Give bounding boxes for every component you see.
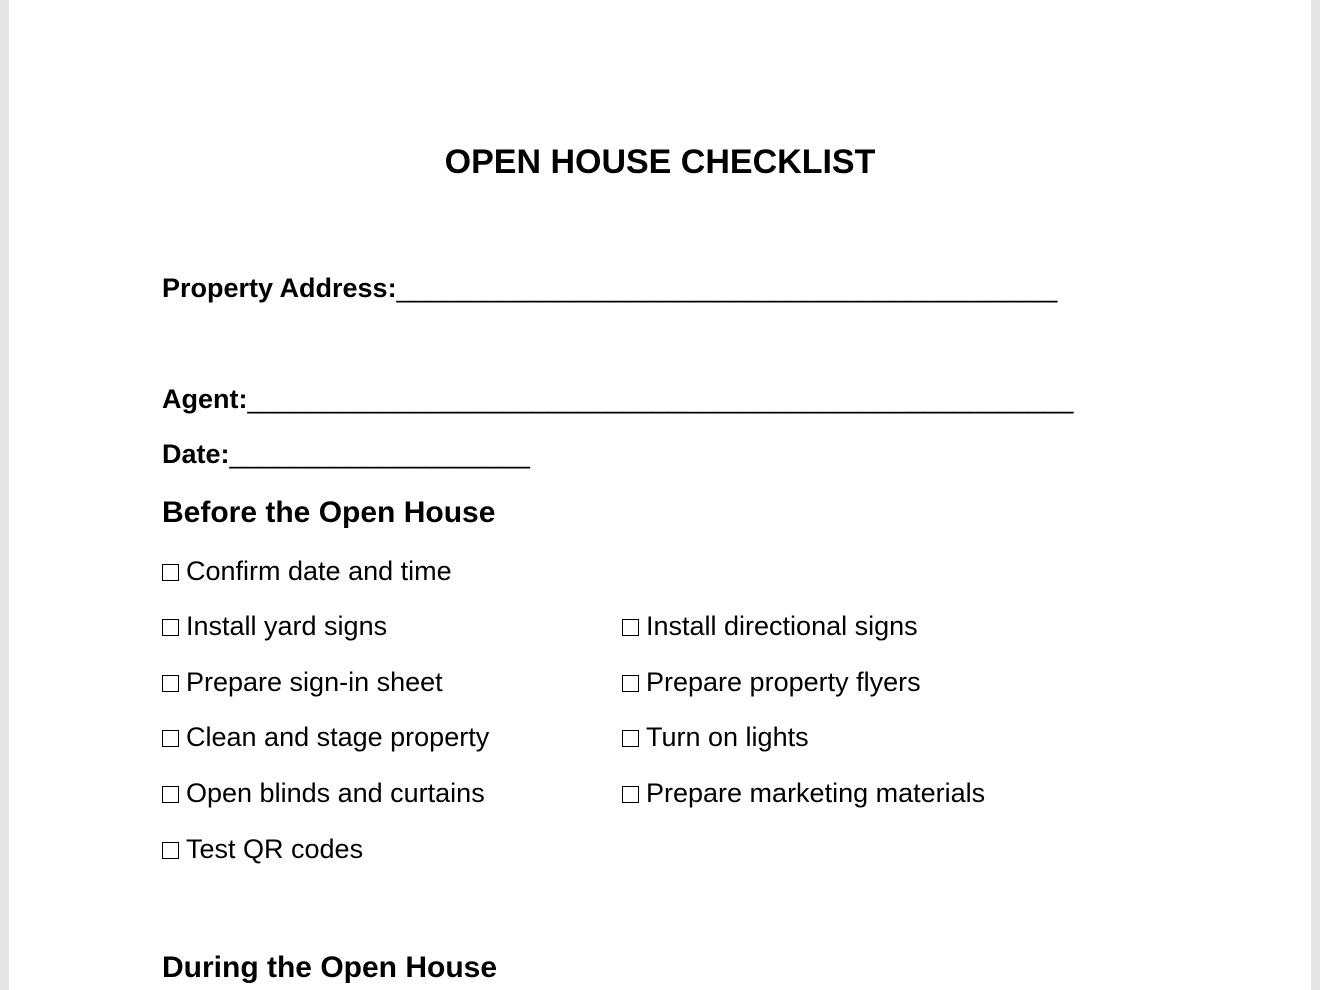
checkbox-icon[interactable] [162, 730, 179, 747]
checklist-item[interactable] [622, 719, 809, 755]
checkbox-icon[interactable] [162, 675, 179, 692]
checklist-item-label: Prepare property flyers [646, 667, 921, 697]
checklist-item[interactable] [162, 664, 443, 700]
checklist-item[interactable] [622, 775, 985, 811]
checklist-item[interactable] [622, 608, 918, 644]
section-heading-before: Before the Open House [162, 496, 496, 529]
date-label: Date: [162, 439, 230, 469]
checklist-item[interactable] [622, 664, 921, 700]
property-address-blank[interactable]: ____________________________________________ [396, 273, 1058, 303]
checkbox-icon[interactable] [622, 786, 639, 803]
checklist-item-label: Prepare marketing materials [646, 778, 986, 808]
date-field[interactable] [162, 436, 530, 472]
checkbox-icon[interactable] [162, 842, 179, 859]
checklist-item-label: Clean and stage property [186, 722, 490, 752]
checklist-item[interactable] [162, 719, 489, 755]
checklist-item-label: Install yard signs [186, 611, 388, 641]
property-address-label: Property Address: [162, 273, 397, 303]
property-address-field[interactable] [162, 270, 1057, 306]
agent-blank[interactable]: _______________________________________________________ [247, 384, 1074, 414]
checklist-item-label: Install directional signs [646, 611, 918, 641]
checkbox-icon[interactable] [622, 675, 639, 692]
checkbox-icon[interactable] [162, 564, 179, 581]
checklist-item[interactable] [162, 831, 363, 867]
checklist-item-label: Open blinds and curtains [186, 778, 485, 808]
checkbox-icon[interactable] [622, 730, 639, 747]
checklist-item-label: Test QR codes [186, 834, 364, 864]
checkbox-icon[interactable] [162, 619, 179, 636]
checkbox-icon[interactable] [162, 786, 179, 803]
checklist-item[interactable] [162, 608, 387, 644]
document-page [9, 0, 1311, 990]
agent-field[interactable] [162, 381, 1073, 417]
checklist-item-label: Turn on lights [646, 722, 809, 752]
checklist-item[interactable] [162, 553, 452, 589]
agent-label: Agent: [162, 384, 248, 414]
checklist-item-label: Prepare sign-in sheet [186, 667, 443, 697]
checkbox-icon[interactable] [622, 619, 639, 636]
checklist-item-label: Confirm date and time [186, 556, 452, 586]
page-title: OPEN HOUSE CHECKLIST [444, 143, 876, 181]
section-heading-during: During the Open House [162, 951, 498, 984]
date-blank[interactable]: ____________________ [229, 439, 530, 469]
checklist-item[interactable] [162, 775, 485, 811]
